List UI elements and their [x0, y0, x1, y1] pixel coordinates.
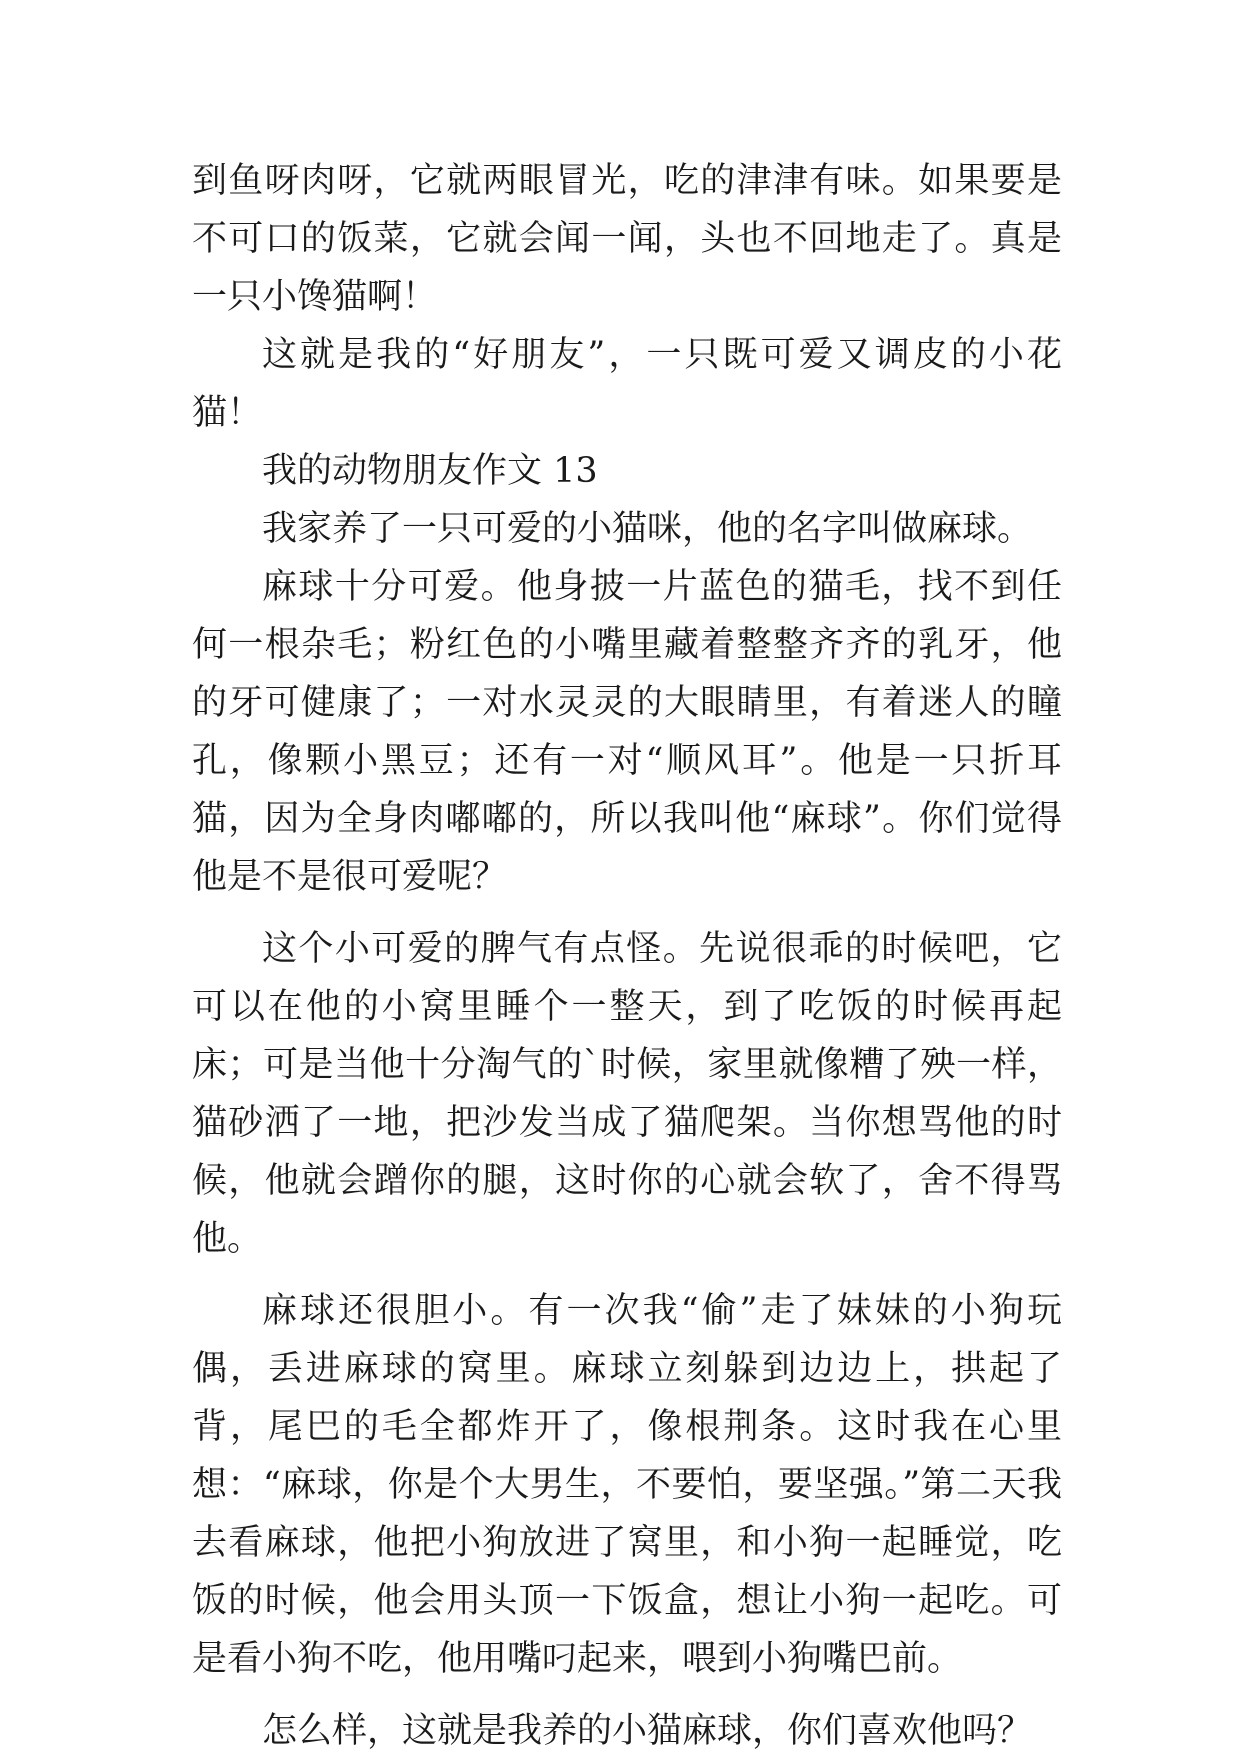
paragraph-continuation: 到鱼呀肉呀，它就两眼冒光，吃的津津有味。如果要是不可口的饭菜，它就会闻一闻，头也不回地走了。真是一只小馋猫啊！ — [192, 161, 1062, 317]
paragraph-temper: 这个小可爱的脾气有点怪。先说很乖的时候吧，它可以在他的小窝里睡个一整天，到了吃饭的时候再起床；可是当他十分淘气的`时候，家里就像糟了殃一样，猫砂洒了一地，把沙发当成了猫爬架。当你想骂他的时候，他就会蹭你的腿，这时你的心就会软了，舍不得骂他。 — [192, 929, 1062, 1259]
essay-heading: 我的动物朋友作文 13 — [262, 451, 598, 491]
paragraph-conclusion: 怎么样，这就是我养的小猫麻球，你们喜欢他吗？ — [262, 1711, 1033, 1751]
paragraph-appearance: 麻球十分可爱。他身披一片蓝色的猫毛，找不到任何一根杂毛；粉红色的小嘴里藏着整整齐齐的乳牙，他的牙可健康了；一对水灵灵的大眼睛里，有着迷人的瞳孔，像颗小黑豆；还有一对“顺风耳”。他是一只折耳猫，因为全身肉嘟嘟的，所以我叫他“麻球”。你们觉得他是不是很可爱呢？ — [192, 567, 1062, 897]
paragraph-closing-line: 这就是我的“好朋友”，一只既可爱又调皮的小花猫！ — [192, 335, 1062, 433]
paragraph-intro: 我家养了一只可爱的小猫咪，他的名字叫做麻球。 — [262, 509, 1033, 549]
paragraph-timid: 麻球还很胆小。有一次我“偷”走了妹妹的小狗玩偶，丢进麻球的窝里。麻球立刻躲到边边上，拱起了背，尾巴的毛全都炸开了，像根荆条。这时我在心里想：“麻球，你是个大男生，不要怕，要坚强。”第二天我去看麻球，他把小狗放进了窝里，和小狗一起睡觉，吃饭的时候，他会用头顶一下饭盒，想让小狗一起吃。可是看小狗不吃，他用嘴叼起来，喂到小狗嘴巴前。 — [192, 1291, 1062, 1679]
document-body — [192, 152, 1062, 1760]
